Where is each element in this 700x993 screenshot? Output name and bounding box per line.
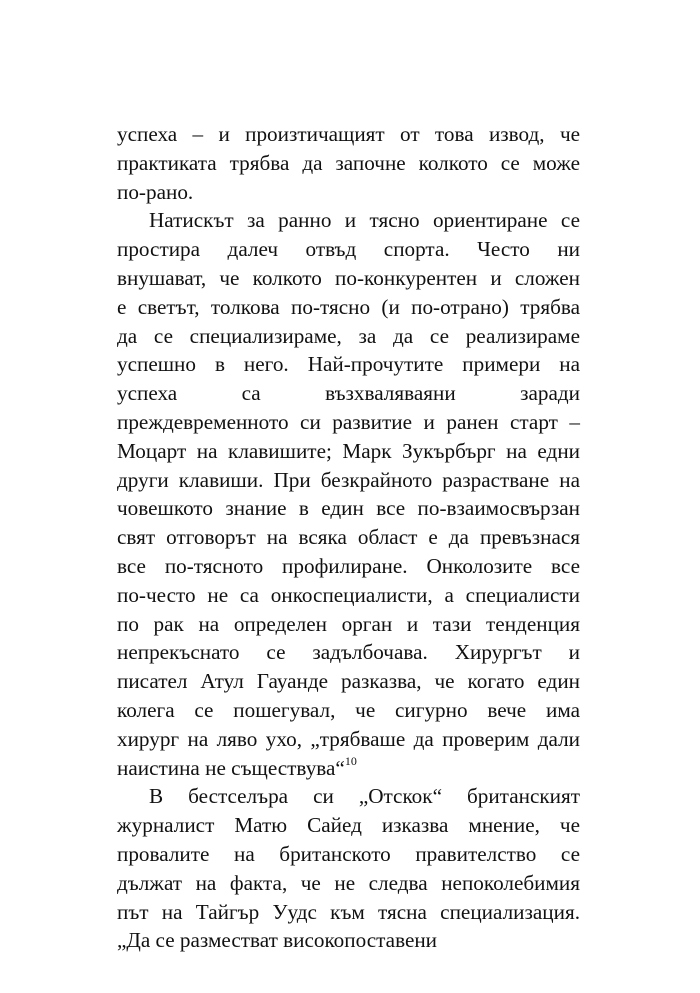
text-line: Натискът за ранно и тясно ориентиране се bbox=[149, 208, 580, 233]
text-line: преждевременното си развитие и ранен старт – bbox=[117, 409, 580, 434]
text-line: простира далеч отвъд спорта. Често ни bbox=[117, 237, 580, 262]
text-line: внушават, че колкото по-конкурентен и сложен bbox=[117, 265, 580, 290]
text-line: по рак на определен орган и тази тенденция bbox=[117, 611, 580, 636]
text-line: по-често не са онкоспециалисти, а специалисти bbox=[117, 582, 580, 607]
text-line: път на Тайгър Уудс към тясна специализация. bbox=[117, 899, 580, 924]
text-line: практиката трябва да започне колкото се може bbox=[117, 150, 580, 175]
text-line: дължат на факта, че не следва непоколебимия bbox=[117, 870, 580, 895]
text-line: журналист Матю Сайед изказва мнение, че bbox=[117, 813, 580, 838]
text-line: свят отговорът на всяка област е да превъзнася bbox=[117, 525, 580, 550]
text-line: да се специализираме, за да се реализираме bbox=[117, 323, 580, 348]
text-line: писател Атул Гауанде разказва, че когато един bbox=[117, 669, 580, 694]
text-line: Моцарт на клавишите; Марк Зукърбърг на едни bbox=[117, 438, 580, 463]
text-line-with-footnote bbox=[117, 754, 580, 783]
text-line: човешкото знание в един все по-взаимосвързан bbox=[117, 496, 580, 521]
text-line: други клавиши. При безкрайното разрастване на bbox=[117, 467, 580, 492]
text-line: колега се пошегувал, че сигурно вече има bbox=[117, 697, 580, 722]
text-line: все по-тясното профилиране. Онколозите все bbox=[117, 553, 580, 578]
body-text bbox=[117, 120, 580, 955]
text-line-content: наистина не съществува“ bbox=[117, 755, 345, 780]
text-line: е светът, толкова по-тясно (и по-отрано) трябва bbox=[117, 294, 580, 319]
text-line: по-рано. bbox=[117, 179, 194, 204]
text-line: непрекъснато се задълбочава. Хирургът и bbox=[117, 640, 580, 665]
text-line: успеха – и произтичащият от това извод, че bbox=[117, 122, 580, 146]
text-line: успешно в него. Най-прочутите примери на bbox=[117, 352, 580, 377]
text-line: В бестселъра си „Отскок“ британският bbox=[149, 784, 580, 809]
text-line: успеха са възхваляваяни заради bbox=[117, 381, 580, 406]
text-line: провалите на британското правителство се bbox=[117, 841, 580, 866]
text-line: хирург на ляво ухо, „трябваше да проверим дали bbox=[117, 726, 580, 751]
footnote-marker: 10 bbox=[344, 754, 357, 769]
text-line: „Да се разместват високопоставени bbox=[117, 928, 438, 953]
